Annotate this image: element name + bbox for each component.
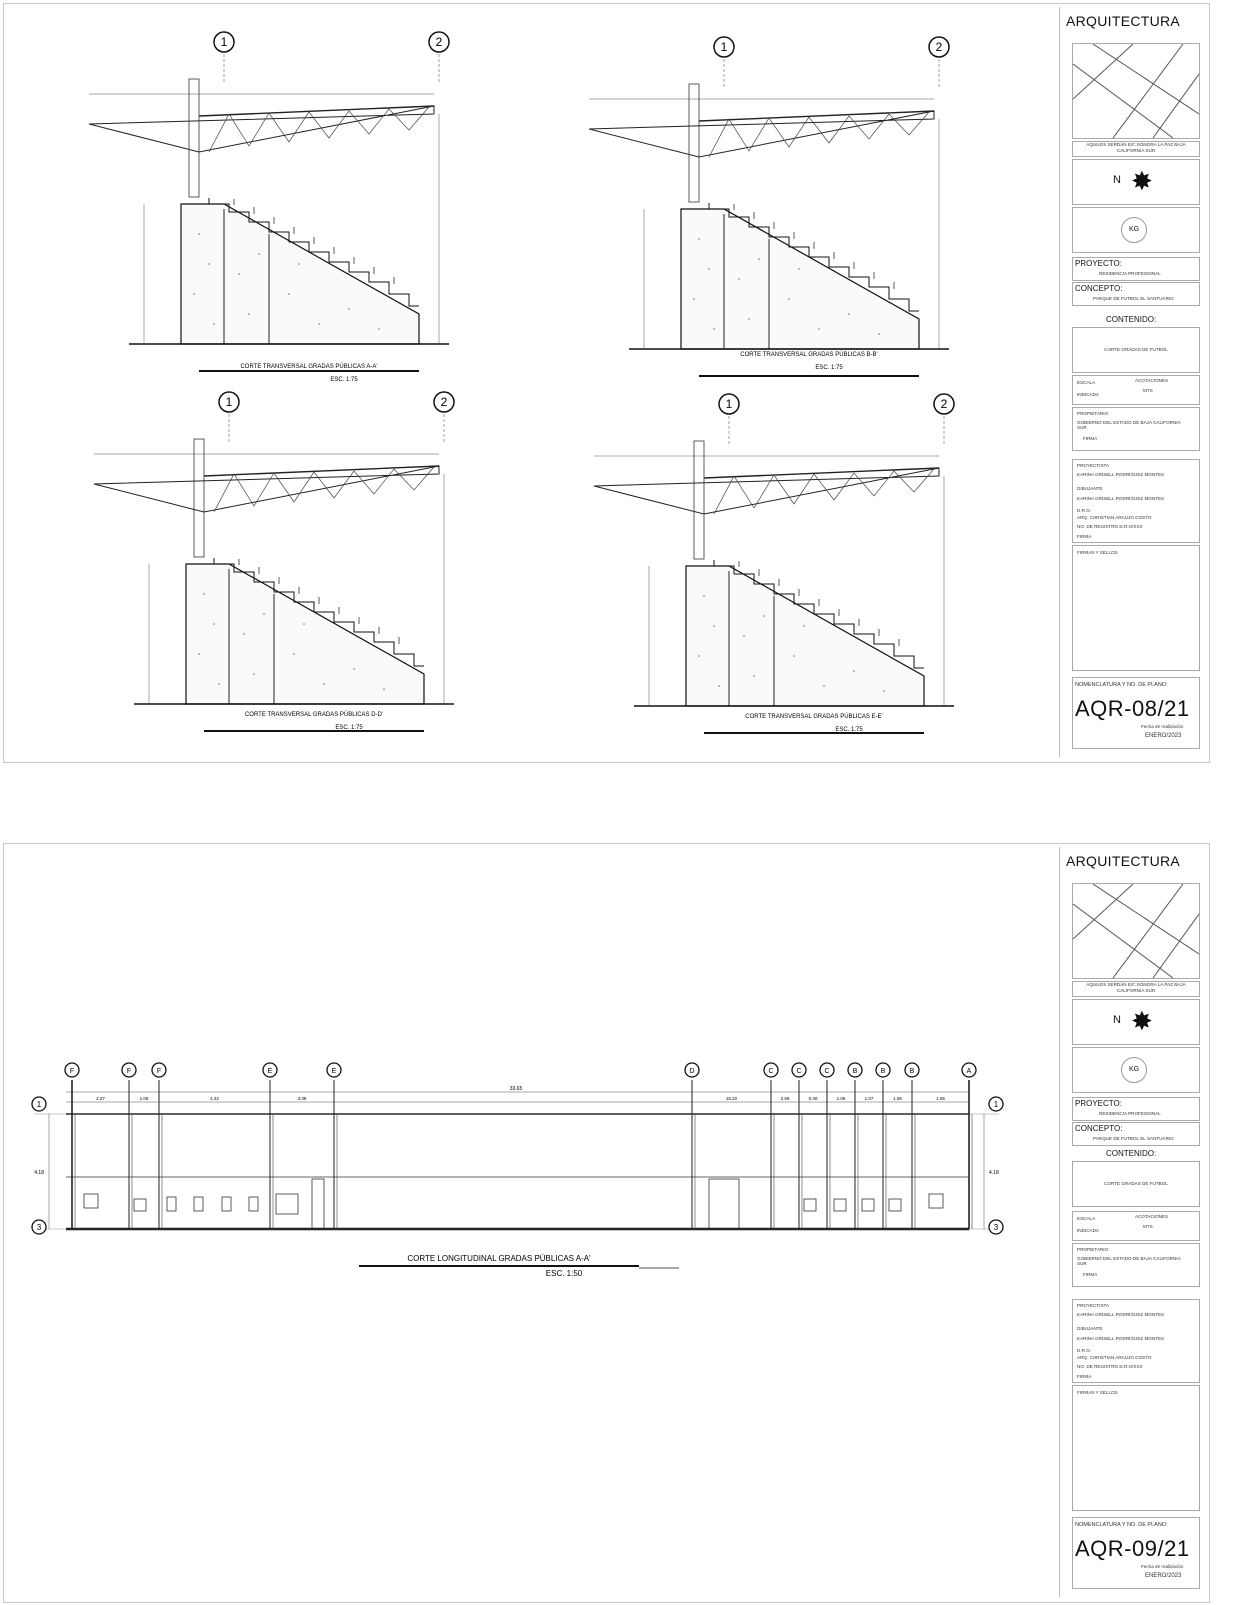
overall-dimension: 33.65 (509, 1086, 523, 1092)
stamps-label: FIRMAS Y SELLOS (1077, 1390, 1118, 1395)
longitudinal-caption: CORTE LONGITUDINAL GRADAS PÚBLICAS A-A' (407, 1254, 591, 1263)
axis-label-2: 2 (435, 35, 443, 49)
section-caption: CORTE TRANSVERSAL GRADAS PÚBLICAS A-A' (240, 364, 378, 370)
axis-label-2: 2 (935, 40, 943, 54)
section-scale: ESC. 1:75 (335, 725, 363, 731)
longitudinal-section (32, 1063, 1003, 1278)
concept-label: CONCEPTO: (1075, 284, 1123, 293)
axis-label-1: 1 (725, 397, 733, 411)
title-block (1059, 7, 1208, 757)
concept-box (1072, 1122, 1200, 1146)
stamps-label: FIRMAS Y SELLOS (1077, 550, 1118, 555)
section-a-a (89, 32, 449, 383)
dro-value: ARQ. CHRISTIAN ARAUJO COSTO (1077, 1355, 1152, 1360)
dro-sign: FIRMA (1077, 1374, 1092, 1379)
bay-dimension: 3.38 (297, 1096, 307, 1101)
north-box (1072, 159, 1200, 205)
axis-label-2: 2 (440, 395, 448, 409)
height-dimension-left: 4.18 (34, 1170, 44, 1176)
grid-axis-label: B (880, 1068, 886, 1075)
bay-dimension: 0.40 (808, 1096, 818, 1101)
axis-label-1: 1 (225, 395, 233, 409)
address-text: AQUILES SERDÁN E/C SONORA LA PAZ BAJA CALIFORNIA SUR (1072, 981, 1200, 997)
section-caption: CORTE TRANSVERSAL GRADAS PÚBLICAS D-D' (244, 712, 384, 718)
drafter-label: DIBUJANTE (1077, 1326, 1103, 1331)
logo: KG (1121, 217, 1147, 243)
logo: KG (1121, 1057, 1147, 1083)
bay-dimension: 1.07 (864, 1096, 874, 1101)
date-label: Fecha de realización (1141, 724, 1184, 729)
bay-dimension: 2.37 (96, 1096, 105, 1101)
content-value: CORTE GRADAS DE FUTBOL (1072, 327, 1200, 373)
north-label: N (1113, 174, 1121, 186)
units-label: ACOTACIONES (1135, 1214, 1169, 1219)
scale-label: ESCALA (1077, 1216, 1096, 1221)
sheet-number-box (1072, 1517, 1200, 1589)
longitudinal-section-drawing (4, 844, 1054, 1602)
north-arrow-icon: ✸ (1131, 166, 1153, 196)
logo-box (1072, 1047, 1200, 1093)
grid-axis-label: E (331, 1068, 337, 1075)
dro-value: ARQ. CHRISTIAN ARAUJO COSTO (1077, 515, 1152, 520)
sheet-code: AQR-09/21 (1075, 1536, 1190, 1561)
row-axis-1-right: 1 (993, 1100, 999, 1109)
owner-value: GOBIERNO DEL ESTADO DE BAJA CALIFORNIA SUR (1077, 420, 1181, 430)
section-d-d (94, 392, 454, 731)
units-value: MTS (1143, 1224, 1153, 1229)
stamps-box (1072, 1385, 1200, 1511)
date-label: Fecha de realización (1141, 1564, 1184, 1569)
scale-box (1072, 1211, 1200, 1241)
scale-box (1072, 375, 1200, 405)
scale-value: INDICADA (1077, 1228, 1099, 1233)
section-scale: ESC. 1:75 (330, 377, 358, 383)
title-block (1059, 847, 1208, 1597)
location-map (1072, 883, 1200, 979)
section-scale: ESC. 1:75 (815, 365, 843, 371)
owner-box (1072, 407, 1200, 451)
section-caption: CORTE TRANSVERSAL GRADAS PÚBLICAS E-E' (745, 714, 883, 720)
dro-label: D.R.O. (1077, 1348, 1092, 1353)
date-value: ENERO/2023 (1145, 733, 1182, 739)
project-value: RESIDENCIA PROFESIONAL (1099, 1111, 1161, 1116)
content-label: CONTENIDO: (1106, 315, 1157, 324)
units-label: ACOTACIONES (1135, 378, 1169, 383)
axis-label-1: 1 (220, 35, 228, 49)
bay-dimension: 1.06 (893, 1096, 902, 1101)
axis-label-1: 1 (720, 40, 728, 54)
transversal-sections-drawing (4, 4, 1054, 762)
units-value: MTS (1143, 388, 1153, 393)
concept-value: PARQUE DE FUTBOL EL SANTUARIO (1093, 296, 1174, 301)
grid-axis-label: C (768, 1068, 774, 1075)
drafter-label: DIBUJANTE (1077, 486, 1103, 491)
drawing-sheet-aqr-09 (3, 843, 1210, 1603)
grid-axis-label: E (267, 1068, 273, 1075)
drafter-value: KARINA GRISELL RODRÍGUEZ MONTES (1077, 1336, 1165, 1341)
owner-value: GOBIERNO DEL ESTADO DE BAJA CALIFORNIA SUR (1077, 1256, 1181, 1266)
sheet-number-box (1072, 677, 1200, 749)
concept-box (1072, 282, 1200, 306)
dro-registry: NO. DE REGISTRO D.R.O/XXX (1077, 524, 1143, 529)
bay-dimension: 4.22 (210, 1096, 219, 1101)
date-value: ENERO/2023 (1145, 1573, 1182, 1579)
scale-value: INDICADA (1077, 392, 1099, 397)
project-label: PROYECTO: (1075, 1099, 1122, 1108)
grid-axis-label: F (126, 1068, 132, 1075)
dro-registry: NO. DE REGISTRO D.R.O/XXX (1077, 1364, 1143, 1369)
owner-label: PROPIETARIO (1077, 1247, 1109, 1252)
scale-label: ESCALA (1077, 380, 1096, 385)
designer-label: PROYECTISTA (1077, 1303, 1110, 1308)
designer-value: KARINA GRISELL RODRÍGUEZ MONTES (1077, 1312, 1165, 1317)
owner-box (1072, 1243, 1200, 1287)
nomenclature-label: NOMENCLATURA Y NO. DE PLANO: (1075, 1522, 1168, 1528)
content-value: CORTE GRADAS DE FUTBOL (1072, 1161, 1200, 1207)
grid-axis-label: D (689, 1068, 695, 1075)
project-box (1072, 1097, 1200, 1121)
row-axis-1-left: 1 (36, 1100, 42, 1109)
bay-dimension: 1.06 (936, 1096, 945, 1101)
north-arrow-icon: ✸ (1131, 1006, 1153, 1036)
bay-dimension: 2.59 (780, 1096, 790, 1101)
drawing-sheet-aqr-08 (3, 3, 1210, 763)
axis-label-2: 2 (940, 397, 948, 411)
grid-axis-label: A (966, 1068, 972, 1075)
project-box (1072, 257, 1200, 281)
discipline-title: ARQUITECTURA (1066, 13, 1181, 29)
north-label: N (1113, 1014, 1121, 1026)
project-value: RESIDENCIA PROFESIONAL (1099, 271, 1161, 276)
dro-sign: FIRMA (1077, 534, 1092, 539)
logo-box (1072, 207, 1200, 253)
longitudinal-scale: ESC. 1:50 (545, 1269, 583, 1278)
project-label: PROYECTO: (1075, 259, 1122, 268)
dro-label: D.R.O. (1077, 508, 1092, 513)
designer-value: KARINA GRISELL RODRÍGUEZ MONTES (1077, 472, 1165, 477)
section-b-b (589, 37, 949, 376)
grid-axis-label: B (909, 1068, 915, 1075)
concept-value: PARQUE DE FUTBOL EL SANTUARIO (1093, 1136, 1174, 1141)
row-axis-3-left: 3 (36, 1223, 42, 1232)
owner-sign: FIRMA (1083, 436, 1098, 441)
grid-axis-label: C (796, 1068, 802, 1075)
bay-dimension: 1.06 (139, 1096, 149, 1101)
grid-axis-label: B (852, 1068, 858, 1075)
sheet-code: AQR-08/21 (1075, 696, 1190, 721)
credits-box (1072, 459, 1200, 543)
height-dimension-right: 4.18 (989, 1170, 999, 1176)
credits-box (1072, 1299, 1200, 1383)
grid-axis-label: C (824, 1068, 830, 1075)
row-axis-3-right: 3 (993, 1223, 999, 1232)
grid-axis-label: F (69, 1068, 75, 1075)
location-map (1072, 43, 1200, 139)
designer-label: PROYECTISTA (1077, 463, 1110, 468)
owner-label: PROPIETARIO (1077, 411, 1109, 416)
grid-axis-label: F (156, 1068, 162, 1075)
owner-sign: FIRMA (1083, 1272, 1098, 1277)
north-box (1072, 999, 1200, 1045)
address-text: AQUILES SERDÁN E/C SONORA LA PAZ BAJA CALIFORNIA SUR (1072, 141, 1200, 157)
nomenclature-label: NOMENCLATURA Y NO. DE PLANO: (1075, 682, 1168, 688)
section-e-e (594, 394, 954, 733)
content-label: CONTENIDO: (1106, 1149, 1157, 1158)
bay-dimension: 15.22 (725, 1096, 738, 1101)
section-scale: ESC. 1:75 (835, 727, 863, 733)
concept-label: CONCEPTO: (1075, 1124, 1123, 1133)
section-caption: CORTE TRANSVERSAL GRADAS PÚBLICAS B-B' (740, 352, 878, 358)
drafter-value: KARINA GRISELL RODRÍGUEZ MONTES (1077, 496, 1165, 501)
stamps-box (1072, 545, 1200, 671)
discipline-title: ARQUITECTURA (1066, 853, 1181, 869)
bay-dimension: 1.06 (836, 1096, 846, 1101)
